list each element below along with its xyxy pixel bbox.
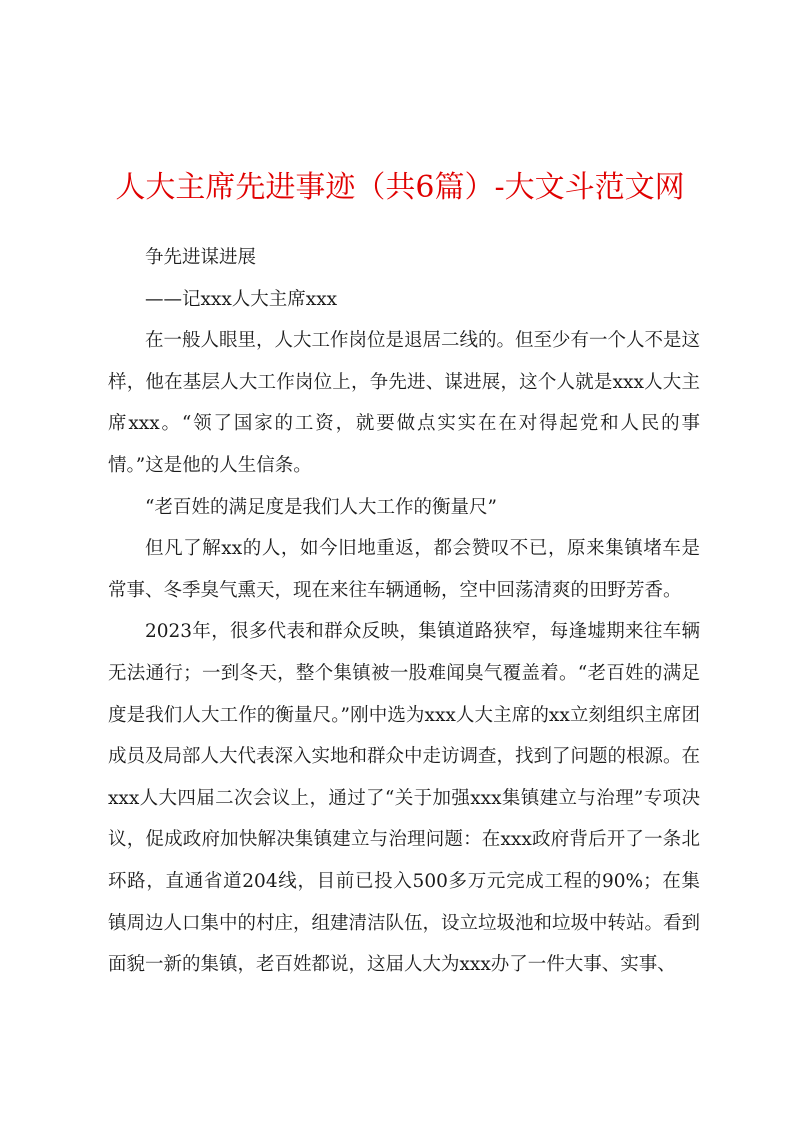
paragraph: 在一般人眼里，人大工作岗位是退居二线的。但至少有一个人不是这样，他在基层人大工作岗位上，争先进、谋进展，这个人就是xxx人大主席xxx。“领了国家的工资，就要做点实实在在对得起党和人民的事情。”这是他的人生信条。: [108, 330, 701, 476]
paragraph: 但凡了解xx的人，如今旧地重返，都会赞叹不已，原来集镇堵车是常事、冬季臭气熏天，现在来往车辆通畅，空中回荡清爽的田野芳香。: [108, 538, 700, 601]
paragraph-quote-heading: “老百姓的满足度是我们人大工作的衡量尺”: [145, 496, 497, 518]
section-heading: 争先进谋进展: [145, 247, 257, 268]
document-title: 人大主席先进事迹（共6篇）-大文斗范文网: [115, 170, 685, 205]
paragraph: 2023年，很多代表和群众反映，集镇道路狭窄，每逢墟期来往车辆无法通行；一到冬天，整个集镇被一股难闻臭气覆盖着。“老百姓的满足度是我们人大工作的衡量尺。”刚中选为xxx人大主席的xx立刻组织主席团成员及局部人大代表深入实地和群众中走访调查，找到了问题的根源。在xxx人大四届二次会议上，通过了“关于加强xxx集镇建立与治理”专项决议，促成政府加快解决集镇建立与治理问题：在xxx政府背后开了一条北环路，直通省道204线，目前已投入500多万元完成工程的90%；在集镇周边人口集中的村庄，组建清洁队伍，设立垃圾池和垃圾中转站。看到面貌一新的集镇，老百姓都说，这届人大为xxx办了一件大事、实事、: [108, 621, 701, 976]
document-body: [108, 237, 700, 986]
byline: ——记xxx人大主席xxx: [145, 288, 338, 310]
